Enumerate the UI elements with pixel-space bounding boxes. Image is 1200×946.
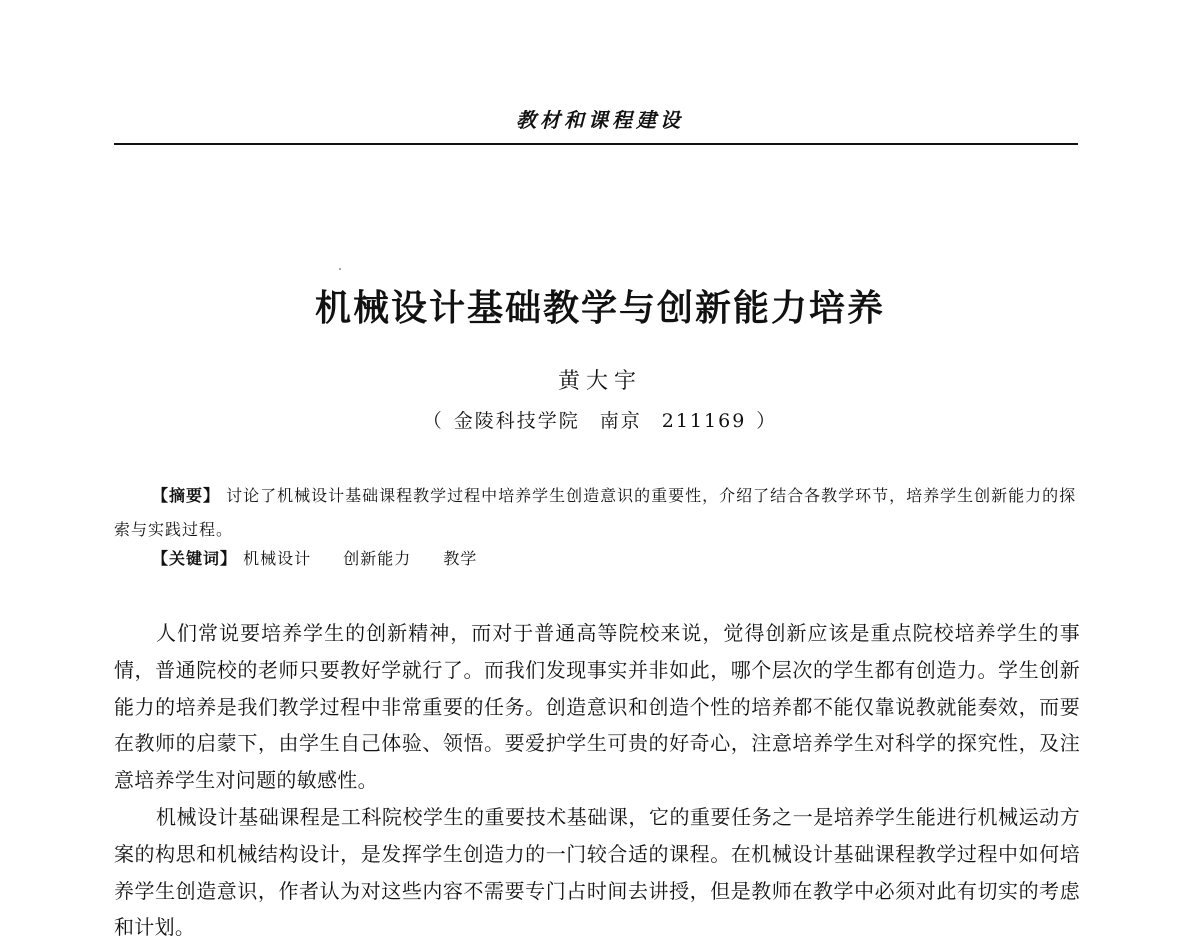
keyword-item: 教学 — [443, 549, 478, 568]
author-affiliation: （ 金陵科技学院 南京 211169 ） — [422, 410, 778, 432]
keywords — [152, 546, 503, 569]
affiliation-city: 南京 — [599, 410, 642, 432]
body-paragraph: 机械设计基础课程是工科院校学生的重要技术基础课，它的重要任务之一是培养学生能进行机械运动方案的构思和机械结构设计，是发挥学生创造力的一门较合适的课程。在机械设计基础课程教学过程中如何培养学生创造意识，作者认为对这些内容不需要专门占时间去讲授，但是教师在教学中必须对此有切实的考虑和计划。 — [114, 804, 1080, 940]
header-rule — [114, 143, 1078, 145]
keyword-item: 机械设计 — [243, 549, 312, 568]
paper-title: 机械设计基础教学与创新能力培养 — [314, 288, 885, 329]
author-name: 黄大宇 — [557, 369, 642, 394]
keywords-label: 【关键词】 — [152, 549, 238, 568]
body-paragraph: 人们常说要培养学生的创新精神，而对于普通高等院校来说，觉得创新应该是重点院校培养学生的事情，普通院校的老师只要教好学就行了。而我们发现事实并非如此，哪个层次的学生都有创造力。学生创新能力的培养是我们教学过程中非常重要的任务。创造意识和创造个性的培养都不能仅靠说教就能奏效，而要在教师的启蒙下，由学生自己体验、领悟。要爱护学生可贵的好奇心，注意培养学生对科学的探究性，及注意培养学生对问题的敏感性。 — [114, 621, 1080, 793]
scan-speck — [339, 268, 341, 270]
abstract — [114, 479, 1080, 547]
abstract-label: 【摘要】 — [152, 486, 221, 505]
body-text — [114, 615, 1080, 946]
running-header: 教材和课程建设 — [516, 108, 684, 132]
keyword-item: 创新能力 — [343, 549, 412, 568]
abstract-text: 讨论了机械设计基础课程教学过程中培养学生创造意识的重要性，介绍了结合各教学环节，培养学生创新能力的探索与实践过程。 — [114, 486, 1077, 539]
affiliation-institution: 金陵科技学院 — [453, 410, 580, 432]
affiliation-postcode: 211169 — [661, 410, 747, 432]
